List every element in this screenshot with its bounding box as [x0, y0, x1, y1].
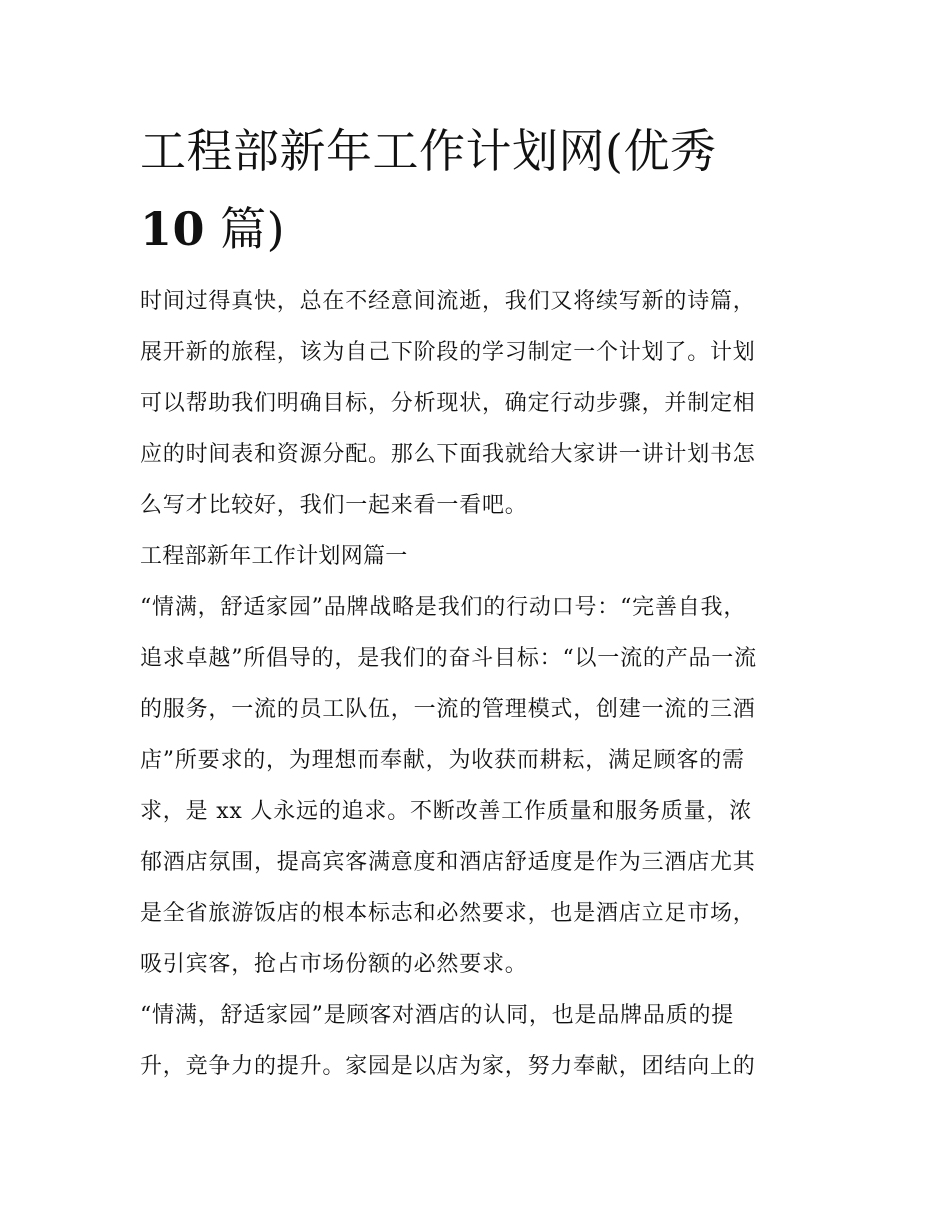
paragraph-line-4: 店”所要求的，为理想而奉献，为收获而耕耘，满足顾客的需 [140, 748, 745, 773]
paragraph-line-9: “情满，舒适家园”是顾客对酒店的认同，也是品牌品质的提 [140, 1003, 735, 1028]
title-line-2: 篇) [205, 202, 286, 256]
title-line-1: 工程部新年工作计划网(优秀 [140, 124, 717, 178]
intro-line-3: 可以帮助我们明确目标，分析现状，确定行动步骤，并制定相 [140, 391, 756, 416]
paragraph-line-7: 是全省旅游饭店的根本标志和必然要求，也是酒店立足市场， [140, 901, 756, 926]
intro-line-2: 展开新的旅程，该为自己下阶段的学习制定一个计划了。计划 [140, 340, 756, 365]
paragraph-line-2: 追求卓越”所倡导的，是我们的奋斗目标：“以一流的产品一流 [140, 646, 757, 671]
title-number: 10 [140, 202, 206, 256]
intro-line-1: 时间过得真快，总在不经意间流逝，我们又将续写新的诗篇， [140, 289, 756, 314]
paragraph-line-5: 求，是 xx 人永远的追求。不断改善工作质量和服务质量，浓 [140, 799, 753, 824]
document-body [140, 276, 830, 1092]
section-heading: 工程部新年工作计划网篇一 [140, 544, 408, 569]
document-title [140, 112, 830, 268]
paragraph-line-6: 郁酒店氛围，提高宾客满意度和酒店舒适度是作为三酒店尤其 [140, 850, 756, 875]
paragraph-line-8: 吸引宾客，抢占市场份额的必然要求。 [140, 952, 528, 977]
paragraph-line-10: 升，竞争力的提升。家园是以店为家，努力奉献，团结向上的 [140, 1054, 756, 1079]
paragraph-line-1: “情满，舒适家园”品牌战略是我们的行动口号：“完善自我， [140, 595, 747, 620]
intro-line-4: 应的时间表和资源分配。那么下面我就给大家讲一讲计划书怎 [140, 442, 756, 467]
intro-line-5: 么写才比较好，我们一起来看一看吧。 [140, 493, 528, 518]
paragraph-line-3: 的服务，一流的员工队伍，一流的管理模式，创建一流的三酒 [140, 697, 756, 722]
